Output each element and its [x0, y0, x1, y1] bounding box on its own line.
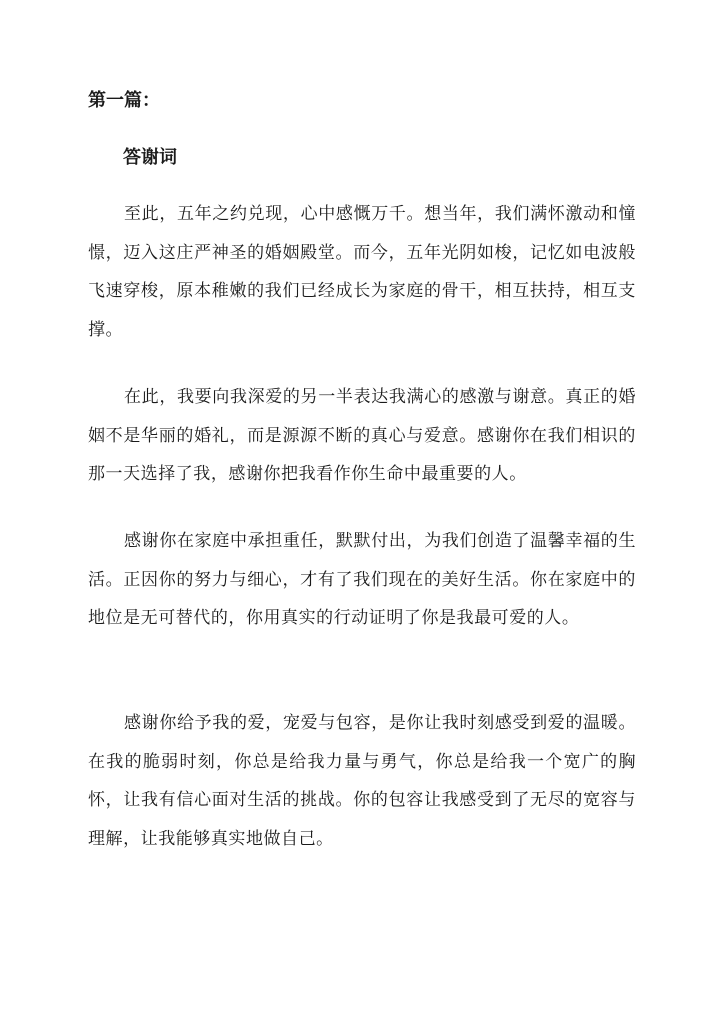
- section-heading: 第一篇：: [88, 90, 160, 111]
- paragraph-2: 在此，我要向我深爱的另一半表达我满心的感激与谢意。真正的婚姻不是华丽的婚礼，而是源源不断的真心与爱意。感谢你在我们相识的那一天选择了我，感谢你把我看作你生命中最重要的人。: [88, 387, 636, 484]
- document-title: 答谢词: [123, 147, 177, 168]
- paragraph-3: 感谢你在家庭中承担重任，默默付出，为我们创造了温馨幸福的生活。正因你的努力与细心，才有了我们现在的美好生活。你在家庭中的地位是无可替代的，你用真实的行动证明了你是我最可爱的人。: [88, 531, 636, 628]
- paragraph-4: 感谢你给予我的爱，宠爱与包容，是你让我时刻感受到爱的温暖。在我的脆弱时刻，你总是给我力量与勇气，你总是给我一个宽广的胸怀，让我有信心面对生活的挑战。你的包容让我感受到了无尽的宽容与理解，让我能够真实地做自己。: [88, 713, 636, 849]
- paragraph-1: 至此，五年之约兑现，心中感慨万千。想当年，我们满怀激动和憧憬，迈入这庄严神圣的婚姻殿堂。而今，五年光阴如梭，记忆如电波般飞速穿梭，原本稚嫩的我们已经成长为家庭的骨干，相互扶持，相互支撑。: [88, 204, 636, 340]
